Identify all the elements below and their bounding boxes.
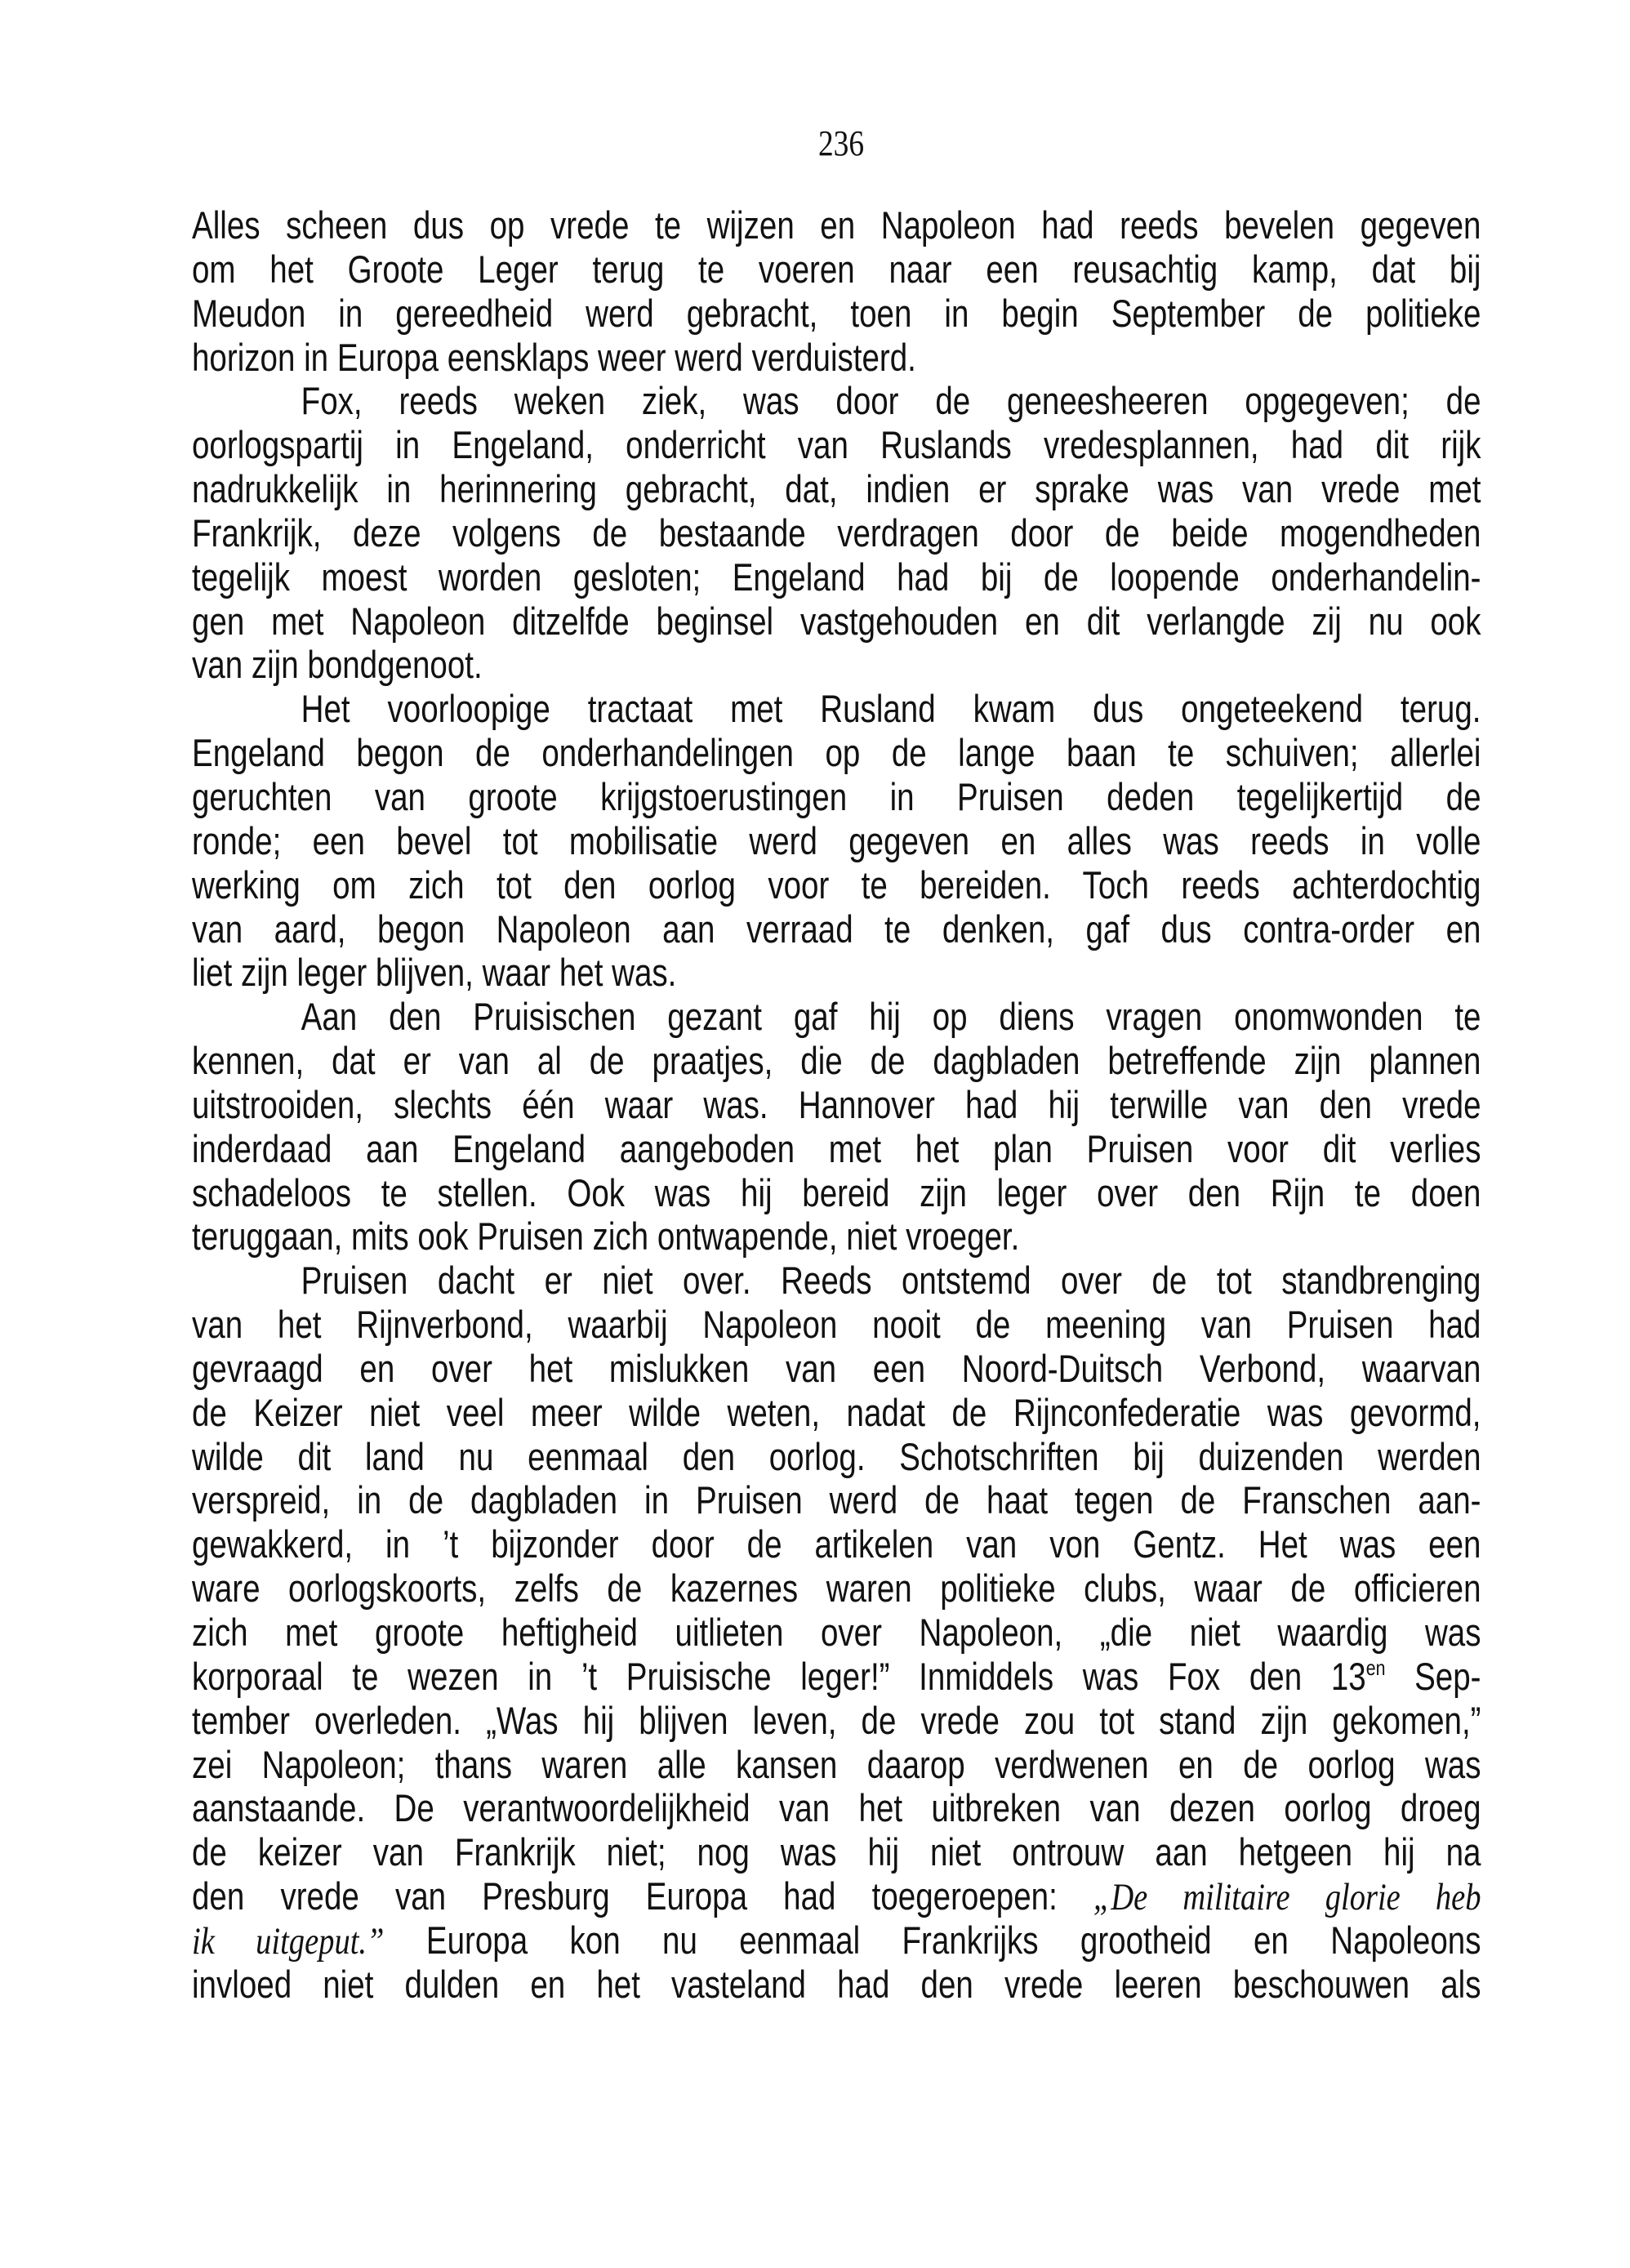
text-line: werking om zich tot den oorlog voor te bereiden. Toch reeds achterdochtig [192, 862, 1481, 907]
text-segment: den vrede van Presburg Europa had toegeroepen: [192, 1874, 1093, 1918]
text-line: uitstrooiden, slechts één waar was. Hannover had hij terwille van den vrede [192, 1082, 1481, 1126]
superscript: en [1365, 1655, 1386, 1680]
text-segment: Europa kon nu eenmaal Frankrijks grootheid en Napoleons [384, 1918, 1481, 1962]
text-line: om het Groote Leger terug te voeren naar een reusachtig kamp, dat bij [192, 247, 1481, 291]
text-line: liet zijn leger blijven, waar het was. [192, 951, 677, 995]
text-line: Meudon in gereedheid werd gebracht, toen in begin September de politieke [192, 291, 1481, 335]
text-line: gevraagd en over het mislukken van een Noord-Duitsch Verbond, waarvan [192, 1346, 1481, 1390]
text-line: verspreid, in de dagbladen in Pruisen werd de haat tegen de Franschen aan- [192, 1478, 1481, 1522]
text-line: aanstaande. De verantwoordelijkheid van het uitbreken van dezen oorlog droeg [192, 1786, 1481, 1830]
text-line: de Keizer niet veel meer wilde weten, nadat de Rijnconfederatie was gevormd, [192, 1390, 1481, 1434]
text-line: ronde; een bevel tot mobilisatie werd gegeven en alles was reeds in volle [192, 818, 1481, 862]
text-line: Aan den Pruisischen gezant gaf hij op diens vragen onomwonden te [301, 995, 1481, 1039]
text-line [192, 1918, 1481, 1963]
paragraph [192, 1259, 1481, 2006]
text-line: van aard, begon Napoleon aan verraad te denken, gaf dus contra-order en [192, 907, 1481, 951]
text-line: teruggaan, mits ook Pruisen zich ontwapende, niet vroeger. [192, 1214, 1020, 1259]
text-line: de keizer van Frankrijk niet; nog was hij niet ontrouw aan hetgeen hij na [192, 1830, 1481, 1874]
paragraph [192, 995, 1481, 1259]
text-line: nadrukkelijk in herinnering gebracht, dat, indien er sprake was van vrede met [192, 467, 1481, 511]
text-line: van het Rijnverbond, waarbij Napoleon nooit de meening van Pruisen had [192, 1303, 1481, 1347]
italic-quote: ik uitgeput.” [192, 1919, 385, 1963]
text-line [192, 1874, 1481, 1918]
italic-quote: „De militaire glorie heb [1093, 1876, 1481, 1919]
paragraph [192, 687, 1481, 995]
text-line: Engeland begon de onderhandelingen op de lange baan te schuiven; allerlei [192, 731, 1481, 775]
body-text [192, 203, 1481, 2007]
text-line: tegelijk moest worden gesloten; Engeland had bij de loopende onderhandelin- [192, 555, 1481, 599]
text-line [192, 1655, 1481, 1699]
text-line: Fox, reeds weken ziek, was door de geneesheeren opgegeven; de [301, 379, 1481, 423]
text-line: schadeloos te stellen. Ook was hij bereid zijn leger over den Rijn te doen [192, 1170, 1481, 1214]
text-segment: korporaal te wezen in ’t Pruisische leger!” Inmiddels was Fox den 13 [192, 1654, 1366, 1698]
text-segment: Sep- [1385, 1654, 1481, 1698]
text-line: gen met Napoleon ditzelfde beginsel vastgehouden en dit verlangde zij nu ook [192, 599, 1481, 643]
text-line: Frankrijk, deze volgens de bestaande verdragen door de beide mogendheden [192, 510, 1481, 555]
text-line: wilde dit land nu eenmaal den oorlog. Schotschriften bij duizenden werden [192, 1434, 1481, 1478]
text-line: van zijn bondgenoot. [192, 643, 483, 687]
text-line: tember overleden. „Was hij blijven leven, de vrede zou tot stand zijn gekomen,” [192, 1698, 1481, 1742]
text-line: zich met groote heftigheid uitlieten over Napoleon, „die niet waardig was [192, 1611, 1481, 1654]
text-line: Pruisen dacht er niet over. Reeds ontstemd over de tot standbrenging [301, 1259, 1481, 1303]
text-line: zei Napoleon; thans waren alle kansen daarop verdwenen en de oorlog was [192, 1742, 1481, 1786]
text-line: geruchten van groote krijgstoerustingen in Pruisen deden tegelijkertijd de [192, 774, 1481, 818]
text-line: Alles scheen dus op vrede te wijzen en Napoleon had reeds bevelen gegeven [192, 203, 1481, 247]
paragraph [192, 203, 1481, 379]
text-line: ware oorlogskoorts, zelfs de kazernes waren politieke clubs, waar de officieren [192, 1566, 1481, 1611]
text-line: Het voorloopige tractaat met Rusland kwam dus ongeteekend terug. [301, 687, 1481, 731]
page-number: 236 [817, 123, 865, 163]
paragraph [192, 379, 1481, 687]
text-line: horizon in Europa eensklaps weer werd verduisterd. [192, 335, 916, 379]
text-line: invloed niet dulden en het vasteland had den vrede leeren beschouwen als [192, 1962, 1481, 2006]
text-line: oorlogspartij in Engeland, onderricht van Ruslands vredesplannen, had dit rijk [192, 423, 1481, 467]
text-line: kennen, dat er van al de praatjes, die de dagbladen betreffende zijn plannen [192, 1039, 1481, 1083]
text-line: gewakkerd, in ’t bijzonder door de artikelen van von Gentz. Het was een [192, 1522, 1481, 1566]
text-line: inderdaad aan Engeland aangeboden met het plan Pruisen voor dit verlies [192, 1126, 1481, 1170]
